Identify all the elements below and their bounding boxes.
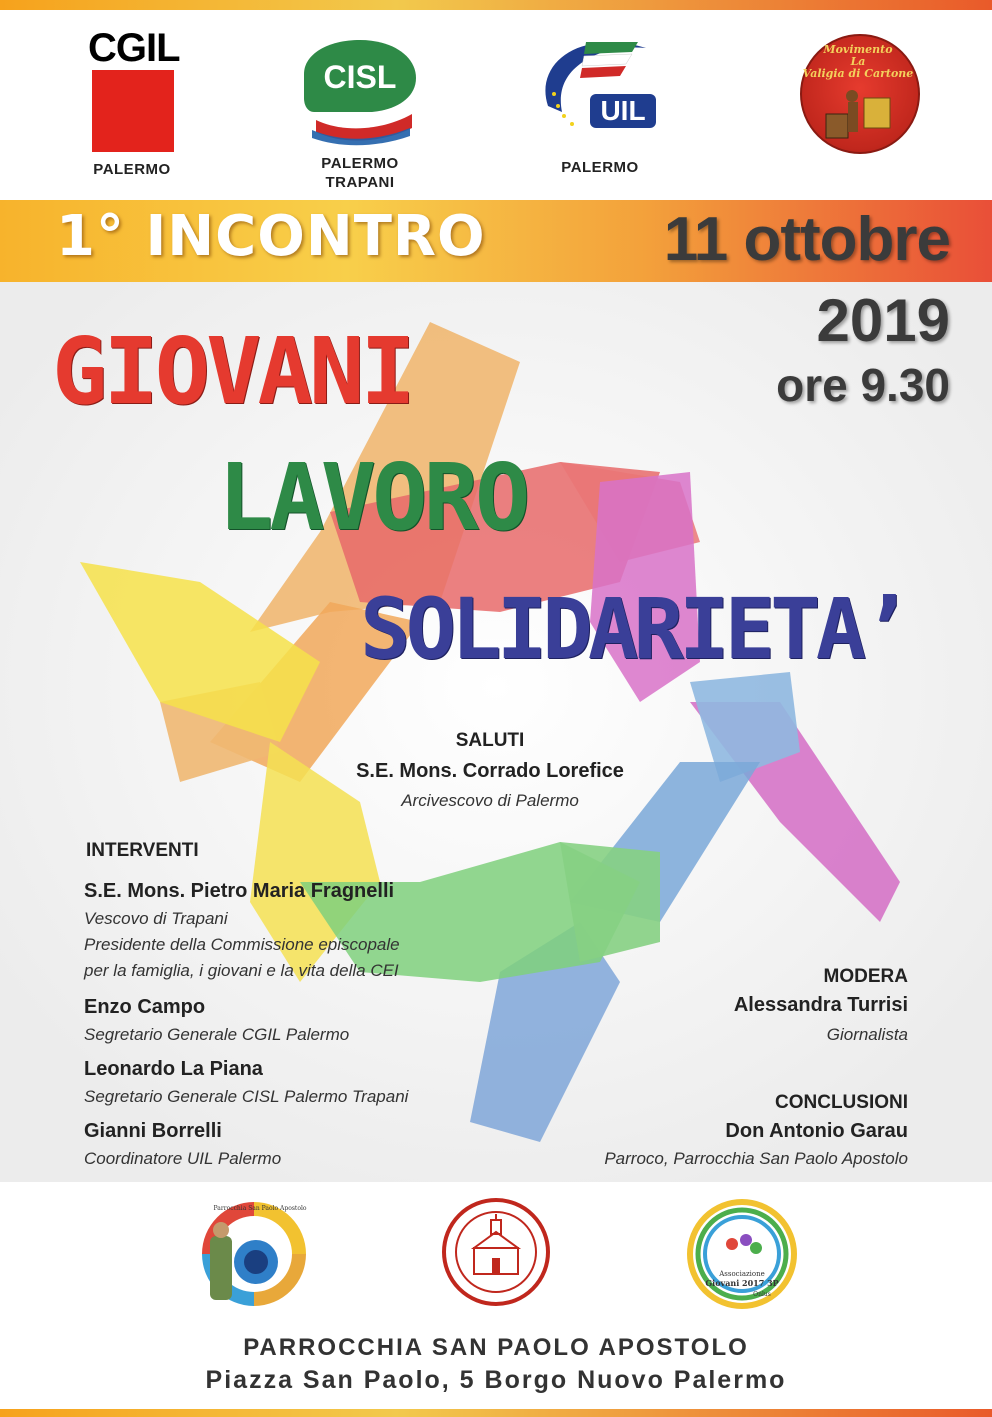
bottom-color-strip [0, 1409, 992, 1417]
associazione-line2: Giovani 2017 3P [705, 1278, 779, 1288]
associazione-logo [684, 1196, 800, 1312]
associazione-line1: Associazione [719, 1270, 765, 1278]
parrocchia-logo [196, 1196, 312, 1312]
conclusioni-heading: CONCLUSIONI [775, 1092, 908, 1113]
cgil-logo-square [92, 70, 174, 152]
event-date-day: 11 ottobre [663, 205, 950, 274]
uil-logo [528, 36, 664, 148]
movimento-line3: Valigia di Cartone [802, 67, 914, 80]
associazione-line3: Onlus [753, 1291, 771, 1298]
saluti-heading: SALUTI [455, 730, 525, 751]
title-word-giovani: GIOVANI [52, 318, 412, 425]
speaker-3-role: Segretario Generale CISL Palermo Trapani [84, 1087, 409, 1106]
speaker-2-role: Segretario Generale CGIL Palermo [84, 1025, 350, 1044]
speaker-4-name: Gianni Borrelli [84, 1120, 222, 1142]
saluti-role: Arcivescovo di Palermo [401, 791, 579, 810]
cisl-label-line1: PALERMO [321, 155, 399, 172]
speaker-1-role-2: Presidente della Commissione episcopale [84, 935, 400, 954]
speaker-1-role-3: per la famiglia, i giovani e la vita della CEI [84, 961, 399, 980]
movimento-text [800, 44, 916, 80]
modera-role: Giornalista [826, 1025, 908, 1044]
movimento-line2: La [850, 55, 866, 68]
modera-heading: MODERA [823, 966, 908, 987]
speaker-1-role-1: Vescovo di Trapani [84, 909, 228, 928]
title-word-solidarieta: SOLIDARIETA’ [360, 580, 907, 678]
parrocchia-seal [440, 1196, 552, 1308]
speaker-2-name: Enzo Campo [84, 996, 206, 1018]
uil-label: PALERMO [561, 159, 639, 176]
cgil-logo-word: CGIL [88, 26, 180, 70]
footer-venue: PARROCCHIA SAN PAOLO APOSTOLO [243, 1334, 749, 1361]
footer-address: Piazza San Paolo, 5 Borgo Nuovo Palermo [205, 1366, 787, 1394]
speaker-3-name: Leonardo La Piana [84, 1058, 263, 1080]
cisl-logo-word: CISL [323, 59, 397, 95]
title-word-lavoro: LAVORO [218, 444, 527, 551]
parrocchia-logo-label: Parrocchia San Paolo Apostolo [213, 1205, 307, 1212]
incontro-title: 1° INCONTRO [56, 204, 486, 269]
saluti-name: S.E. Mons. Corrado Lorefice [356, 760, 624, 782]
modera-name: Alessandra Turrisi [733, 994, 908, 1016]
movimento-line1: Movimento [823, 43, 893, 56]
event-date-year: 2019 [816, 287, 950, 354]
cisl-label-line2: TRAPANI [325, 174, 395, 191]
top-color-strip [0, 0, 992, 10]
cisl-logo [300, 36, 420, 148]
conclusioni-role: Parroco, Parrocchia San Paolo Apostolo [604, 1149, 908, 1168]
suitcase-figure-icon [820, 84, 900, 144]
speaker-1-name: S.E. Mons. Pietro Maria Fragnelli [84, 880, 395, 902]
uil-logo-word: UIL [600, 95, 646, 126]
cgil-label: PALERMO [93, 161, 171, 178]
speaker-4-role: Coordinatore UIL Palermo [84, 1149, 282, 1168]
conclusioni-name: Don Antonio Garau [725, 1120, 908, 1142]
interventi-heading: INTERVENTI [86, 840, 199, 861]
event-time: ore 9.30 [776, 359, 950, 411]
cisl-label [300, 154, 420, 192]
